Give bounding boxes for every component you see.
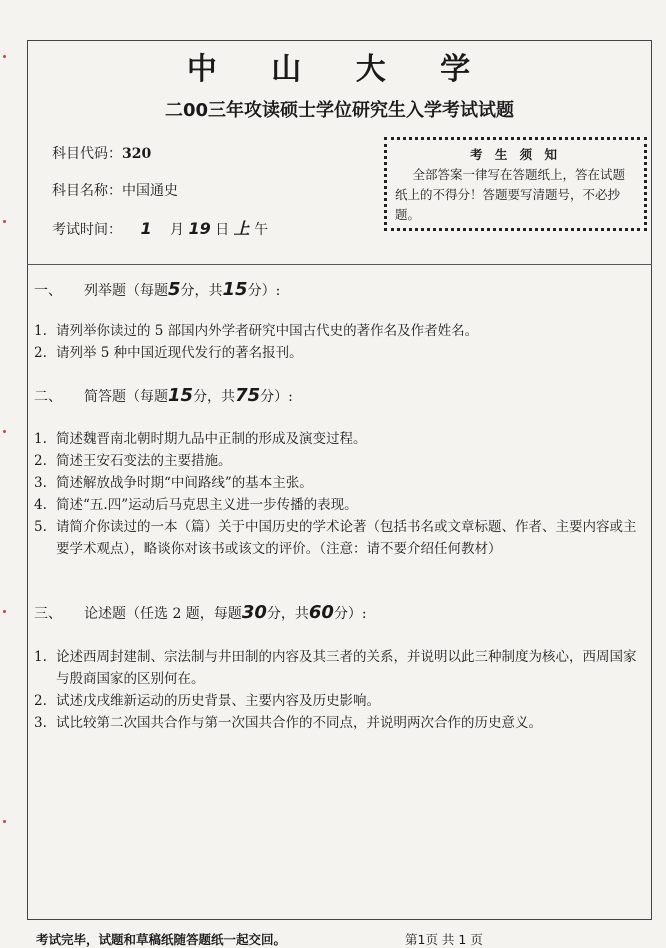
edge-mark bbox=[3, 220, 6, 223]
notice-title: 考 生 须 知 bbox=[469, 147, 562, 162]
subject-code: 科目代码：320 bbox=[52, 146, 152, 162]
question-item: 5. 请简介你读过的一本（篇）关于中国历史的学术论著（包括书名或文章标题、作者、主要内容或主要学术观点），略谈你对该书或该文的评价。（注意：请不要介绍任何教材） bbox=[34, 519, 637, 557]
page-number: 第1页 共 1 页 bbox=[405, 932, 483, 947]
notice-body: 全部答案一律写在答题纸上，答在试题纸上的不得分！答题要写清题号，不必抄题。 bbox=[395, 167, 626, 222]
question-list bbox=[34, 320, 649, 364]
question-item: 2. 请列举 5 种中国近现代发行的著名报刊。 bbox=[34, 345, 303, 361]
question-item: 3. 简述解放战争时期“中间路线”的基本主张。 bbox=[34, 475, 313, 491]
question-list bbox=[34, 646, 649, 734]
section-heading: 三、 论述题（任选 2 题，每题30分，共60分）: bbox=[34, 602, 367, 623]
footer-instruction: 考试完毕，试题和草稿纸随答题纸一起交回。 bbox=[36, 932, 287, 947]
edge-mark bbox=[3, 610, 6, 613]
exam-time: 考试时间： 1 月 19 日 上 午 bbox=[52, 219, 269, 238]
question-item: 1. 请列举你读过的 5 部国内外学者研究中国古代史的著作名及作者姓名。 bbox=[34, 323, 479, 339]
university-name: 中 山 大 学 bbox=[186, 52, 493, 87]
candidate-notice bbox=[384, 137, 647, 231]
section-heading: 一、 列举题（每题5分，共15分）: bbox=[34, 279, 281, 300]
question-item: 2. 试述戊戌维新运动的历史背景、主要内容及历史影响。 bbox=[34, 693, 380, 709]
section-heading: 二、 简答题（每题15分，共75分）: bbox=[34, 385, 293, 406]
question-item: 4. 简述“五.四”运动后马克思主义进一步传播的表现。 bbox=[34, 497, 358, 513]
edge-mark bbox=[3, 430, 6, 433]
subject-name: 科目名称：中国通史 bbox=[52, 183, 178, 199]
exam-title: 二00三年攻读硕士学位研究生入学考试试题 bbox=[164, 100, 515, 121]
question-list bbox=[34, 428, 649, 560]
question-item: 1. 简述魏晋南北朝时期九品中正制的形成及演变过程。 bbox=[34, 431, 367, 447]
question-item: 3. 试比较第二次国共合作与第一次国共合作的不同点，并说明两次合作的历史意义。 bbox=[34, 715, 542, 731]
edge-mark bbox=[3, 55, 6, 58]
question-item: 2. 简述王安石变法的主要措施。 bbox=[34, 453, 232, 469]
header-divider bbox=[27, 264, 652, 265]
edge-mark bbox=[3, 820, 6, 823]
question-item: 1. 论述西周封建制、宗法制与井田制的内容及其三者的关系，并说明以此三种制度为核心，西周国家与殷商国家的区别何在。 bbox=[34, 649, 637, 687]
